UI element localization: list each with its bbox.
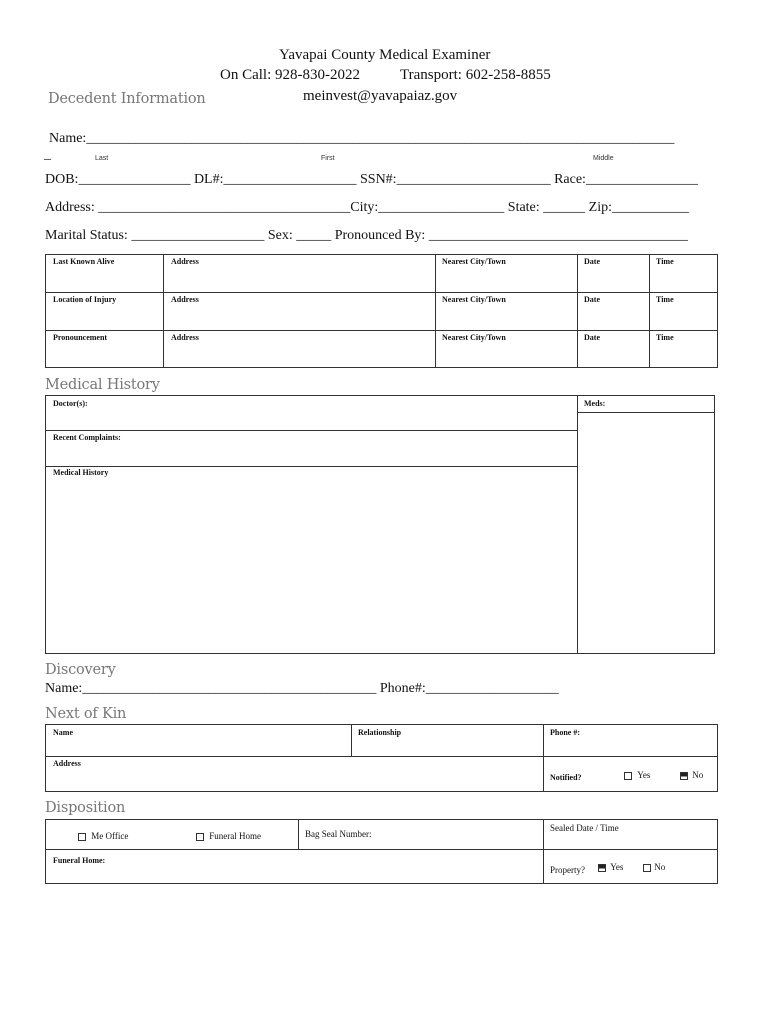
- me-office-option[interactable]: [78, 831, 128, 841]
- sealed-date-time-field[interactable]: Sealed Date / Time: [550, 823, 619, 833]
- dob-dl-ssn-race-field[interactable]: DOB:________________ DL#:___________________ SSN#:______________________ Race:________________: [45, 172, 698, 187]
- meds-divider: [577, 395, 578, 654]
- marital-sex-pronounced-field[interactable]: Marital Status: ___________________ Sex: _____ Pronounced By: _____________________________________: [45, 228, 688, 243]
- doctors-field[interactable]: Doctor(s):: [53, 399, 88, 408]
- row-date-label[interactable]: Date: [584, 257, 600, 266]
- property-yes-option[interactable]: [598, 862, 623, 872]
- section-title-decedent: Decedent Information: [48, 91, 206, 107]
- recent-complaints-field[interactable]: Recent Complaints:: [53, 433, 121, 442]
- table-divider: [649, 254, 650, 368]
- row-city-label[interactable]: Nearest City/Town: [442, 257, 506, 266]
- funeral-home-checkbox[interactable]: [196, 833, 204, 841]
- nok-divider: [45, 756, 718, 757]
- nok-address-field[interactable]: Address: [53, 759, 81, 768]
- row-label-last-known-alive: Last Known Alive: [53, 257, 115, 266]
- nok-notified-label: Notified?: [550, 773, 582, 782]
- row-time-label[interactable]: Time: [656, 295, 674, 304]
- disposition-divider: [298, 819, 299, 849]
- disposition-divider: [543, 819, 544, 884]
- row-time-label[interactable]: Time: [656, 333, 674, 342]
- property-no-checkbox[interactable]: [643, 864, 651, 872]
- name-field-wrap: _: [44, 147, 51, 162]
- notified-no-checkbox[interactable]: [680, 772, 688, 780]
- medical-history-table: [45, 395, 715, 654]
- row-city-label[interactable]: Nearest City/Town: [442, 333, 506, 342]
- discovery-name-phone-field[interactable]: Name:__________________________________________ Phone#:___________________: [45, 681, 559, 696]
- meds-field[interactable]: Meds:: [584, 399, 606, 408]
- doctors-divider: [45, 430, 577, 431]
- name-sub-last: Last: [95, 155, 109, 162]
- notified-yes-checkbox[interactable]: [624, 772, 632, 780]
- disposition-divider: [45, 849, 718, 850]
- section-title-medical-history: Medical History: [45, 377, 160, 393]
- row-label-location-of-injury: Location of Injury: [53, 295, 117, 304]
- nok-phone-field[interactable]: Phone #:: [550, 728, 580, 737]
- row-city-label[interactable]: Nearest City/Town: [442, 295, 506, 304]
- complaints-divider: [45, 466, 577, 467]
- name-sub-middle: Middle: [593, 155, 614, 162]
- header-on-call: On Call: 928-830-2022: [220, 67, 360, 83]
- me-office-label: Me Office: [91, 831, 129, 841]
- name-field[interactable]: Name:____________________________________________________________________________________: [49, 131, 675, 146]
- row-label-pronouncement: Pronouncement: [53, 333, 108, 342]
- header-transport: Transport: 602-258-8855: [400, 67, 551, 83]
- notified-no-label: No: [692, 770, 704, 780]
- decedent-table: [45, 254, 718, 368]
- table-divider: [435, 254, 436, 368]
- table-divider: [163, 254, 164, 368]
- header-email: meinvest@yavapaiaz.gov: [303, 88, 458, 104]
- name-sub-first: First: [321, 155, 335, 162]
- bag-seal-field[interactable]: Bag Seal Number:: [305, 829, 372, 839]
- row-date-label[interactable]: Date: [584, 333, 600, 342]
- property-no-option[interactable]: [643, 862, 665, 872]
- section-title-discovery: Discovery: [45, 662, 116, 678]
- row-address-label[interactable]: Address: [171, 257, 199, 266]
- row-address-label[interactable]: Address: [171, 333, 199, 342]
- property-yes-checkbox[interactable]: [598, 864, 606, 872]
- medical-history-field[interactable]: Medical History: [53, 468, 109, 477]
- funeral-home-option-label: Funeral Home: [209, 831, 261, 841]
- section-title-disposition: Disposition: [45, 800, 126, 816]
- table-divider: [577, 254, 578, 368]
- table-divider: [45, 292, 718, 293]
- notified-yes-label: Yes: [637, 770, 651, 780]
- row-time-label[interactable]: Time: [656, 257, 674, 266]
- property-no-label: No: [654, 862, 666, 872]
- property-label: Property?: [550, 865, 585, 875]
- row-date-label[interactable]: Date: [584, 295, 600, 304]
- notified-no-option[interactable]: [680, 770, 703, 780]
- nok-name-field[interactable]: Name: [53, 728, 73, 737]
- funeral-home-field[interactable]: Funeral Home:: [53, 856, 106, 865]
- table-divider: [45, 330, 718, 331]
- meds-header-divider: [577, 412, 715, 413]
- address-city-state-zip-field[interactable]: Address: ____________________________________City:__________________ State: ______ Zip:___________: [45, 200, 689, 215]
- header-title: Yavapai County Medical Examiner: [279, 47, 491, 63]
- notified-yes-option[interactable]: [624, 770, 650, 780]
- section-title-next-of-kin: Next of Kin: [45, 706, 127, 722]
- row-address-label[interactable]: Address: [171, 295, 199, 304]
- nok-divider: [543, 724, 544, 792]
- nok-relationship-field[interactable]: Relationship: [358, 728, 402, 737]
- me-office-checkbox[interactable]: [78, 833, 86, 841]
- funeral-home-option[interactable]: [196, 831, 261, 841]
- nok-divider: [351, 724, 352, 756]
- property-yes-label: Yes: [610, 862, 624, 872]
